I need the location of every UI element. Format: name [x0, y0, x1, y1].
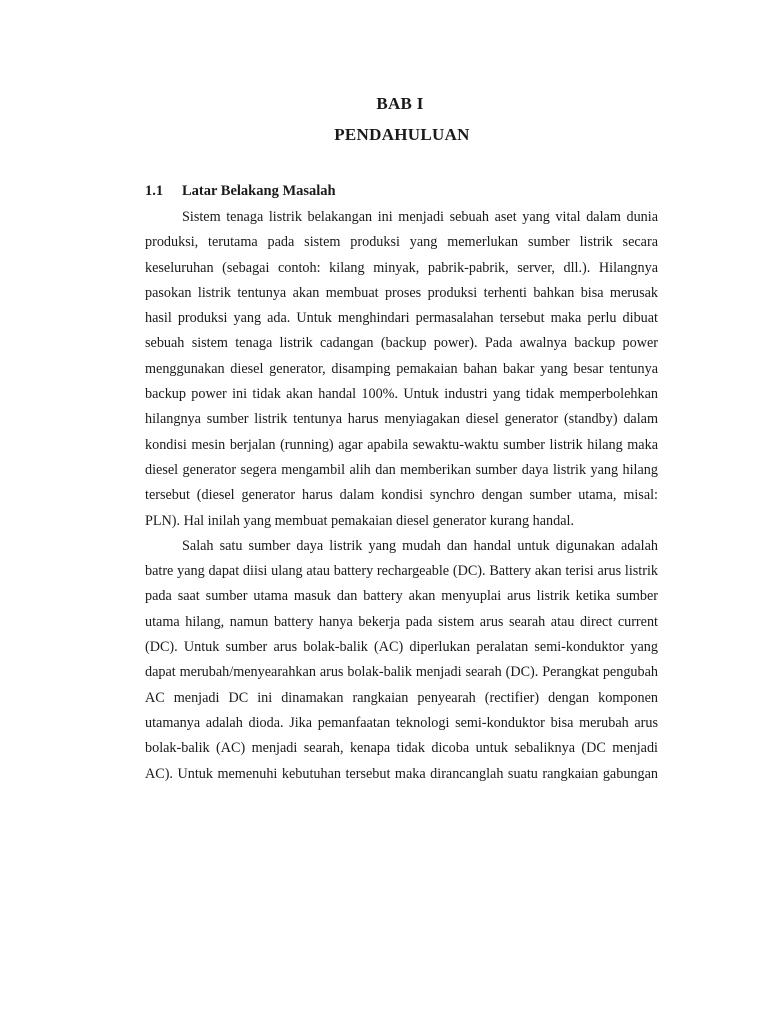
- body-text: [145, 205, 658, 787]
- section-title: Latar Belakang Masalah: [182, 183, 336, 199]
- paragraph: Salah satu sumber daya listrik yang mudah dan handal untuk digunakan adalah batre yang dapat diisi ulang atau battery rechargeable (DC). Battery akan terisi arus listrik pada saat sumber utama masuk dan battery akan menyuplai arus listrik ketika sumber utama hilang, namun battery hanya bekerja pada sistem arus searah atau direct current (DC). Untuk sumber arus bolak-balik (AC) diperlukan peralatan semi-konduktor yang dapat merubah/menyearahkan arus bolak-balik menjadi searah (DC). Perangkat pengubah AC menjadi DC ini dinamakan rangkaian penyearah (rectifier) dengan komponen utamanya adalah dioda. Jika pemanfaatan teknologi semi-konduktor bisa merubah arus bolak-balik (AC) menjadi searah, kenapa tidak dicoba untuk sebaliknya (DC menjadi AC). Untuk memenuhi kebutuhan tersebut maka dirancanglah suatu rangkaian gabungan: [145, 537, 658, 782]
- chapter-number: BAB I: [376, 94, 424, 113]
- chapter-title: PENDAHULUAN: [334, 125, 470, 144]
- section-heading: [145, 183, 336, 200]
- paragraph: Sistem tenaga listrik belakangan ini menjadi sebuah aset yang vital dalam dunia produksi, terutama pada sistem produksi yang memerlukan sumber listrik secara keseluruhan (sebagai contoh: kilang minyak, pabrik-pabrik, server, dll.). Hilangnya pasokan listrik tentunya akan membuat proses produksi terhenti bahkan bisa merusak hasil produksi yang ada. Untuk menghindari permasalahan tersebut maka perlu dibuat sebuah sistem tenaga listrik cadangan (backup power). Pada awalnya backup power menggunakan diesel generator, disamping pemakaian bahan bakar yang besar tentunya backup power ini tidak akan handal 100%. Untuk industri yang tidak memperbolehkan hilangnya sumber listrik tentunya harus menyiagakan diesel generator (standby) dalam kondisi mesin berjalan (running) agar apabila sewaktu-waktu sumber listrik hilang maka diesel generator segera mengambil alih dan memberikan sumber daya listrik yang hilang tersebut (diesel generator harus dalam kondisi synchro dengan sumber utama, misal: PLN). Hal inilah yang membuat pemakaian diesel generator kurang handal.: [145, 209, 658, 529]
- section-number: 1.1: [145, 183, 164, 199]
